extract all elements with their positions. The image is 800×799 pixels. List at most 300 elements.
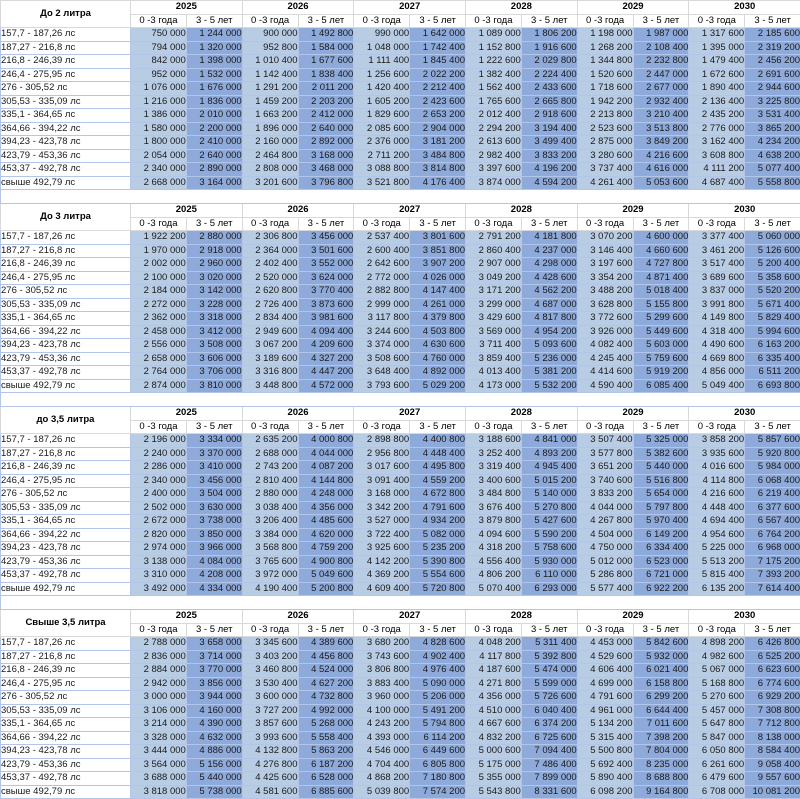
value-cell[interactable]: 3 403 200 bbox=[242, 650, 298, 664]
value-cell[interactable]: 2 011 200 bbox=[298, 82, 354, 96]
value-cell[interactable]: 1 216 000 bbox=[131, 95, 187, 109]
value-cell[interactable]: 3 049 200 bbox=[466, 271, 522, 285]
age-3-5-header[interactable]: 3 - 5 лет bbox=[633, 623, 689, 637]
value-cell[interactable]: 5 758 600 bbox=[521, 542, 577, 556]
value-cell[interactable]: 3 429 600 bbox=[466, 312, 522, 326]
value-cell[interactable]: 2 688 000 bbox=[242, 447, 298, 461]
value-cell[interactable]: 4 237 000 bbox=[521, 244, 577, 258]
value-cell[interactable]: 794 000 bbox=[131, 41, 187, 55]
age-3-5-header[interactable]: 3 - 5 лет bbox=[410, 420, 466, 434]
value-cell[interactable]: 2 340 000 bbox=[131, 474, 187, 488]
value-cell[interactable]: 3 201 600 bbox=[242, 176, 298, 190]
age-0-3-header[interactable]: 0 -3 года bbox=[689, 217, 745, 231]
value-cell[interactable]: 3 857 600 bbox=[242, 718, 298, 732]
value-cell[interactable]: 3 770 000 bbox=[186, 664, 242, 678]
value-cell[interactable]: 4 672 800 bbox=[410, 488, 466, 502]
value-cell[interactable]: 4 961 000 bbox=[577, 704, 633, 718]
value-cell[interactable]: 3 461 200 bbox=[689, 244, 745, 258]
value-cell[interactable]: 4 529 600 bbox=[577, 650, 633, 664]
value-cell[interactable]: 5 599 000 bbox=[521, 677, 577, 691]
value-cell[interactable]: 2 002 000 bbox=[131, 258, 187, 272]
value-cell[interactable]: 3 680 200 bbox=[354, 637, 410, 651]
value-cell[interactable]: 3 225 800 bbox=[745, 95, 800, 109]
value-cell[interactable]: 4 832 200 bbox=[466, 731, 522, 745]
value-cell[interactable]: 6 334 400 bbox=[633, 542, 689, 556]
value-cell[interactable]: 5 863 200 bbox=[298, 745, 354, 759]
value-cell[interactable]: 3 171 200 bbox=[466, 285, 522, 299]
value-cell[interactable]: 1 076 000 bbox=[131, 82, 187, 96]
age-3-5-header[interactable]: 3 - 5 лет bbox=[186, 623, 242, 637]
power-range-label[interactable]: свыше 492,79 лс bbox=[1, 582, 131, 596]
power-range-label[interactable]: 305,53 - 335,09 лс bbox=[1, 298, 131, 312]
value-cell[interactable]: 5 156 000 bbox=[186, 758, 242, 772]
value-cell[interactable]: 2 458 000 bbox=[131, 325, 187, 339]
value-cell[interactable]: 5 500 800 bbox=[577, 745, 633, 759]
value-cell[interactable]: 2 898 800 bbox=[354, 434, 410, 448]
year-header[interactable]: 2026 bbox=[242, 610, 354, 624]
value-cell[interactable]: 6 068 400 bbox=[745, 474, 800, 488]
age-0-3-header[interactable]: 0 -3 года bbox=[131, 420, 187, 434]
value-cell[interactable]: 3 328 000 bbox=[131, 731, 187, 745]
value-cell[interactable]: 1 111 400 bbox=[354, 55, 410, 69]
value-cell[interactable]: 4 759 200 bbox=[298, 542, 354, 556]
year-header[interactable]: 2030 bbox=[689, 204, 800, 218]
value-cell[interactable]: 4 627 200 bbox=[298, 677, 354, 691]
value-cell[interactable]: 1 492 800 bbox=[298, 28, 354, 42]
value-cell[interactable]: 3 319 400 bbox=[466, 461, 522, 475]
value-cell[interactable]: 4 144 800 bbox=[298, 474, 354, 488]
power-range-label[interactable]: свыше 492,79 лс bbox=[1, 379, 131, 393]
power-range-label[interactable]: 187,27 - 216,8 лс bbox=[1, 244, 131, 258]
value-cell[interactable]: 1 663 200 bbox=[242, 109, 298, 123]
value-cell[interactable]: 2 960 000 bbox=[186, 258, 242, 272]
value-cell[interactable]: 3 793 600 bbox=[354, 379, 410, 393]
age-3-5-header[interactable]: 3 - 5 лет bbox=[633, 14, 689, 28]
value-cell[interactable]: 4 094 400 bbox=[298, 325, 354, 339]
value-cell[interactable]: 3 091 400 bbox=[354, 474, 410, 488]
power-range-label[interactable]: 187,27 - 216,8 лс bbox=[1, 41, 131, 55]
value-cell[interactable]: 5 554 600 bbox=[410, 569, 466, 583]
value-cell[interactable]: 4 117 800 bbox=[466, 650, 522, 664]
value-cell[interactable]: 5 457 000 bbox=[689, 704, 745, 718]
value-cell[interactable]: 4 600 000 bbox=[633, 231, 689, 245]
value-cell[interactable]: 3 944 000 bbox=[186, 691, 242, 705]
value-cell[interactable]: 4 841 000 bbox=[521, 434, 577, 448]
value-cell[interactable]: 5 857 600 bbox=[745, 434, 800, 448]
value-cell[interactable]: 2 743 200 bbox=[242, 461, 298, 475]
value-cell[interactable]: 8 138 000 bbox=[745, 731, 800, 745]
power-range-label[interactable]: 335,1 - 364,65 лс bbox=[1, 718, 131, 732]
year-header[interactable]: 2030 bbox=[689, 610, 800, 624]
value-cell[interactable]: 3 972 000 bbox=[242, 569, 298, 583]
age-3-5-header[interactable]: 3 - 5 лет bbox=[521, 420, 577, 434]
value-cell[interactable]: 4 727 800 bbox=[633, 258, 689, 272]
value-cell[interactable]: 5 815 400 bbox=[689, 569, 745, 583]
power-range-label[interactable]: 276 - 305,52 лс bbox=[1, 488, 131, 502]
value-cell[interactable]: 5 155 800 bbox=[633, 298, 689, 312]
power-range-label[interactable]: 216,8 - 246,39 лс bbox=[1, 461, 131, 475]
value-cell[interactable]: 3 252 400 bbox=[466, 447, 522, 461]
value-cell[interactable]: 4 048 200 bbox=[466, 637, 522, 651]
value-cell[interactable]: 2 402 400 bbox=[242, 258, 298, 272]
value-cell[interactable]: 2 875 000 bbox=[577, 136, 633, 150]
power-range-label[interactable]: 276 - 305,52 лс bbox=[1, 691, 131, 705]
value-cell[interactable]: 5 270 600 bbox=[689, 691, 745, 705]
value-cell[interactable]: 3 488 200 bbox=[577, 285, 633, 299]
value-cell[interactable]: 5 168 800 bbox=[689, 677, 745, 691]
value-cell[interactable]: 2 412 000 bbox=[298, 109, 354, 123]
value-cell[interactable]: 2 726 400 bbox=[242, 298, 298, 312]
value-cell[interactable]: 4 147 400 bbox=[410, 285, 466, 299]
year-header[interactable]: 2027 bbox=[354, 204, 466, 218]
block-title[interactable]: До 2 литра bbox=[1, 1, 131, 28]
value-cell[interactable]: 2 788 000 bbox=[131, 637, 187, 651]
power-range-label[interactable]: 157,7 - 187,26 лс bbox=[1, 637, 131, 651]
value-cell[interactable]: 2 272 000 bbox=[131, 298, 187, 312]
value-cell[interactable]: 5 082 000 bbox=[410, 528, 466, 542]
value-cell[interactable]: 4 379 800 bbox=[410, 312, 466, 326]
value-cell[interactable]: 4 871 400 bbox=[633, 271, 689, 285]
value-cell[interactable]: 5 060 000 bbox=[745, 231, 800, 245]
value-cell[interactable]: 3 993 600 bbox=[242, 731, 298, 745]
value-cell[interactable]: 5 390 800 bbox=[410, 555, 466, 569]
value-cell[interactable]: 5 355 000 bbox=[466, 772, 522, 786]
value-cell[interactable]: 5 692 400 bbox=[577, 758, 633, 772]
value-cell[interactable]: 3 521 800 bbox=[354, 176, 410, 190]
value-cell[interactable]: 5 070 400 bbox=[466, 582, 522, 596]
power-range-label[interactable]: 394,23 - 423,78 лс bbox=[1, 745, 131, 759]
value-cell[interactable]: 1 010 400 bbox=[242, 55, 298, 69]
value-cell[interactable]: 3 772 600 bbox=[577, 312, 633, 326]
value-cell[interactable]: 2 464 800 bbox=[242, 149, 298, 163]
value-cell[interactable]: 4 556 400 bbox=[466, 555, 522, 569]
value-cell[interactable]: 1 459 200 bbox=[242, 95, 298, 109]
value-cell[interactable]: 8 584 400 bbox=[745, 745, 800, 759]
value-cell[interactable]: 3 342 200 bbox=[354, 501, 410, 515]
value-cell[interactable]: 1 836 000 bbox=[186, 95, 242, 109]
value-cell[interactable]: 4 590 400 bbox=[577, 379, 633, 393]
value-cell[interactable]: 4 100 000 bbox=[354, 704, 410, 718]
age-3-5-header[interactable]: 3 - 5 лет bbox=[745, 623, 800, 637]
value-cell[interactable]: 6 567 400 bbox=[745, 515, 800, 529]
value-cell[interactable]: 3 504 000 bbox=[186, 488, 242, 502]
age-0-3-header[interactable]: 0 -3 года bbox=[466, 14, 522, 28]
value-cell[interactable]: 2 196 000 bbox=[131, 434, 187, 448]
value-cell[interactable]: 5 140 000 bbox=[521, 488, 577, 502]
value-cell[interactable]: 5 206 000 bbox=[410, 691, 466, 705]
value-cell[interactable]: 6 085 400 bbox=[633, 379, 689, 393]
value-cell[interactable]: 2 836 000 bbox=[131, 650, 187, 664]
value-cell[interactable]: 6 261 600 bbox=[689, 758, 745, 772]
value-cell[interactable]: 4 503 800 bbox=[410, 325, 466, 339]
value-cell[interactable]: 1 584 000 bbox=[298, 41, 354, 55]
value-cell[interactable]: 750 000 bbox=[131, 28, 187, 42]
value-cell[interactable]: 3 106 000 bbox=[131, 704, 187, 718]
value-cell[interactable]: 4 276 800 bbox=[242, 758, 298, 772]
value-cell[interactable]: 3 796 800 bbox=[298, 176, 354, 190]
value-cell[interactable]: 6 644 400 bbox=[633, 704, 689, 718]
value-cell[interactable]: 5 392 800 bbox=[521, 650, 577, 664]
value-cell[interactable]: 6 040 400 bbox=[521, 704, 577, 718]
value-cell[interactable]: 2 764 000 bbox=[131, 366, 187, 380]
value-cell[interactable]: 4 318 400 bbox=[689, 325, 745, 339]
value-cell[interactable]: 4 524 000 bbox=[298, 664, 354, 678]
value-cell[interactable]: 5 000 600 bbox=[466, 745, 522, 759]
value-cell[interactable]: 2 010 000 bbox=[186, 109, 242, 123]
value-cell[interactable]: 1 198 000 bbox=[577, 28, 633, 42]
value-cell[interactable]: 7 712 800 bbox=[745, 718, 800, 732]
value-cell[interactable]: 1 152 800 bbox=[466, 41, 522, 55]
value-cell[interactable]: 4 084 000 bbox=[186, 555, 242, 569]
value-cell[interactable]: 9 058 400 bbox=[745, 758, 800, 772]
value-cell[interactable]: 3 879 800 bbox=[466, 515, 522, 529]
value-cell[interactable]: 2 364 000 bbox=[242, 244, 298, 258]
value-cell[interactable]: 3 345 600 bbox=[242, 637, 298, 651]
value-cell[interactable]: 6 479 600 bbox=[689, 772, 745, 786]
value-cell[interactable]: 1 845 400 bbox=[410, 55, 466, 69]
value-cell[interactable]: 3 849 200 bbox=[633, 136, 689, 150]
value-cell[interactable]: 2 918 600 bbox=[521, 109, 577, 123]
value-cell[interactable]: 3 412 000 bbox=[186, 325, 242, 339]
value-cell[interactable]: 2 635 200 bbox=[242, 434, 298, 448]
value-cell[interactable]: 2 949 600 bbox=[242, 325, 298, 339]
value-cell[interactable]: 3 770 400 bbox=[298, 285, 354, 299]
value-cell[interactable]: 4 976 400 bbox=[410, 664, 466, 678]
value-cell[interactable]: 5 049 400 bbox=[689, 379, 745, 393]
value-cell[interactable]: 4 447 200 bbox=[298, 366, 354, 380]
value-cell[interactable]: 3 456 000 bbox=[186, 474, 242, 488]
value-cell[interactable]: 3 651 200 bbox=[577, 461, 633, 475]
value-cell[interactable]: 4 632 000 bbox=[186, 731, 242, 745]
value-cell[interactable]: 4 856 000 bbox=[689, 366, 745, 380]
value-cell[interactable]: 4 485 600 bbox=[298, 515, 354, 529]
value-cell[interactable]: 5 794 800 bbox=[410, 718, 466, 732]
value-cell[interactable]: 5 311 400 bbox=[521, 637, 577, 651]
value-cell[interactable]: 4 400 800 bbox=[410, 434, 466, 448]
value-cell[interactable]: 2 523 600 bbox=[577, 122, 633, 136]
value-cell[interactable]: 3 850 000 bbox=[186, 528, 242, 542]
value-cell[interactable]: 2 956 800 bbox=[354, 447, 410, 461]
power-range-label[interactable]: 453,37 - 492,78 лс bbox=[1, 772, 131, 786]
value-cell[interactable]: 4 000 800 bbox=[298, 434, 354, 448]
value-cell[interactable]: 3 244 600 bbox=[354, 325, 410, 339]
value-cell[interactable]: 4 638 200 bbox=[745, 149, 800, 163]
value-cell[interactable]: 7 486 400 bbox=[521, 758, 577, 772]
value-cell[interactable]: 4 572 000 bbox=[298, 379, 354, 393]
value-cell[interactable]: 1 479 400 bbox=[689, 55, 745, 69]
value-cell[interactable]: 3 377 400 bbox=[689, 231, 745, 245]
value-cell[interactable]: 3 865 200 bbox=[745, 122, 800, 136]
value-cell[interactable]: 6 114 200 bbox=[410, 731, 466, 745]
power-range-label[interactable]: 187,27 - 216,8 лс bbox=[1, 447, 131, 461]
value-cell[interactable]: 3 168 000 bbox=[354, 488, 410, 502]
value-cell[interactable]: 5 647 800 bbox=[689, 718, 745, 732]
value-cell[interactable]: 3 168 000 bbox=[298, 149, 354, 163]
value-cell[interactable]: 6 929 200 bbox=[745, 691, 800, 705]
value-cell[interactable]: 2 658 000 bbox=[131, 352, 187, 366]
value-cell[interactable]: 842 000 bbox=[131, 55, 187, 69]
value-cell[interactable]: 3 738 000 bbox=[186, 515, 242, 529]
value-cell[interactable]: 9 164 800 bbox=[633, 785, 689, 799]
value-cell[interactable]: 3 814 800 bbox=[410, 163, 466, 177]
value-cell[interactable]: 4 190 400 bbox=[242, 582, 298, 596]
value-cell[interactable]: 5 358 600 bbox=[745, 271, 800, 285]
value-cell[interactable]: 3 188 600 bbox=[466, 434, 522, 448]
value-cell[interactable]: 2 340 000 bbox=[131, 163, 187, 177]
value-cell[interactable]: 4 356 000 bbox=[298, 501, 354, 515]
value-cell[interactable]: 1 642 000 bbox=[410, 28, 466, 42]
age-0-3-header[interactable]: 0 -3 года bbox=[242, 14, 298, 28]
value-cell[interactable]: 2 880 000 bbox=[186, 231, 242, 245]
value-cell[interactable]: 6 293 000 bbox=[521, 582, 577, 596]
value-cell[interactable]: 1 838 400 bbox=[298, 68, 354, 82]
value-cell[interactable]: 1 942 200 bbox=[577, 95, 633, 109]
power-range-label[interactable]: 276 - 305,52 лс bbox=[1, 82, 131, 96]
value-cell[interactable]: 6 299 200 bbox=[633, 691, 689, 705]
value-cell[interactable]: 4 448 400 bbox=[689, 501, 745, 515]
value-cell[interactable]: 2 160 000 bbox=[242, 136, 298, 150]
value-cell[interactable]: 4 982 600 bbox=[689, 650, 745, 664]
age-0-3-header[interactable]: 0 -3 года bbox=[131, 14, 187, 28]
value-cell[interactable]: 952 000 bbox=[131, 68, 187, 82]
value-cell[interactable]: 4 267 800 bbox=[577, 515, 633, 529]
value-cell[interactable]: 2 808 000 bbox=[242, 163, 298, 177]
value-cell[interactable]: 4 817 800 bbox=[521, 312, 577, 326]
value-cell[interactable]: 4 892 000 bbox=[410, 366, 466, 380]
age-0-3-header[interactable]: 0 -3 года bbox=[577, 217, 633, 231]
value-cell[interactable]: 3 527 000 bbox=[354, 515, 410, 529]
value-cell[interactable]: 9 557 600 bbox=[745, 772, 800, 786]
year-header[interactable]: 2029 bbox=[577, 1, 689, 15]
value-cell[interactable]: 4 898 200 bbox=[689, 637, 745, 651]
value-cell[interactable]: 2 932 400 bbox=[633, 95, 689, 109]
value-cell[interactable]: 2 306 800 bbox=[242, 231, 298, 245]
value-cell[interactable]: 2 022 200 bbox=[410, 68, 466, 82]
value-cell[interactable]: 4 026 000 bbox=[410, 271, 466, 285]
value-cell[interactable]: 2 882 800 bbox=[354, 285, 410, 299]
value-cell[interactable]: 4 954 600 bbox=[689, 528, 745, 542]
value-cell[interactable]: 5 029 200 bbox=[410, 379, 466, 393]
value-cell[interactable]: 6 623 600 bbox=[745, 664, 800, 678]
age-0-3-header[interactable]: 0 -3 года bbox=[131, 217, 187, 231]
value-cell[interactable]: 1 677 600 bbox=[298, 55, 354, 69]
value-cell[interactable]: 2 213 800 bbox=[577, 109, 633, 123]
value-cell[interactable]: 2 772 000 bbox=[354, 271, 410, 285]
value-cell[interactable]: 3 706 000 bbox=[186, 366, 242, 380]
value-cell[interactable]: 6 374 200 bbox=[521, 718, 577, 732]
value-cell[interactable]: 6 922 200 bbox=[633, 582, 689, 596]
value-cell[interactable]: 5 382 600 bbox=[633, 447, 689, 461]
value-cell[interactable]: 2 820 000 bbox=[131, 528, 187, 542]
value-cell[interactable]: 4 356 000 bbox=[466, 691, 522, 705]
value-cell[interactable]: 7 094 400 bbox=[521, 745, 577, 759]
value-cell[interactable]: 4 425 600 bbox=[242, 772, 298, 786]
year-header[interactable]: 2025 bbox=[131, 204, 243, 218]
value-cell[interactable]: 3 743 600 bbox=[354, 650, 410, 664]
value-cell[interactable]: 3 624 000 bbox=[298, 271, 354, 285]
value-cell[interactable]: 5 930 000 bbox=[521, 555, 577, 569]
value-cell[interactable]: 2 668 000 bbox=[131, 176, 187, 190]
power-range-label[interactable]: свыше 492,79 лс bbox=[1, 176, 131, 190]
power-range-label[interactable]: 157,7 - 187,26 лс bbox=[1, 434, 131, 448]
value-cell[interactable]: 2 502 000 bbox=[131, 501, 187, 515]
value-cell[interactable]: 7 308 800 bbox=[745, 704, 800, 718]
value-cell[interactable]: 4 209 600 bbox=[298, 339, 354, 353]
value-cell[interactable]: 3 508 000 bbox=[186, 339, 242, 353]
value-cell[interactable]: 4 900 800 bbox=[298, 555, 354, 569]
value-cell[interactable]: 7 180 800 bbox=[410, 772, 466, 786]
value-cell[interactable]: 5 474 000 bbox=[521, 664, 577, 678]
value-cell[interactable]: 4 448 400 bbox=[410, 447, 466, 461]
value-cell[interactable]: 3 608 800 bbox=[689, 149, 745, 163]
value-cell[interactable]: 3 070 200 bbox=[577, 231, 633, 245]
value-cell[interactable]: 3 484 800 bbox=[410, 149, 466, 163]
value-cell[interactable]: 1 398 000 bbox=[186, 55, 242, 69]
value-cell[interactable]: 4 334 000 bbox=[186, 582, 242, 596]
value-cell[interactable]: 3 883 400 bbox=[354, 677, 410, 691]
value-cell[interactable]: 4 181 800 bbox=[521, 231, 577, 245]
age-3-5-header[interactable]: 3 - 5 лет bbox=[410, 623, 466, 637]
value-cell[interactable]: 2 108 400 bbox=[633, 41, 689, 55]
value-cell[interactable]: 2 184 000 bbox=[131, 285, 187, 299]
power-range-label[interactable]: 335,1 - 364,65 лс bbox=[1, 515, 131, 529]
value-cell[interactable]: 4 261 000 bbox=[410, 298, 466, 312]
value-cell[interactable]: 7 393 200 bbox=[745, 569, 800, 583]
value-cell[interactable]: 3 833 200 bbox=[521, 149, 577, 163]
block-title[interactable]: До 3 литра bbox=[1, 204, 131, 231]
value-cell[interactable]: 6 693 800 bbox=[745, 379, 800, 393]
value-cell[interactable]: 2 860 400 bbox=[466, 244, 522, 258]
block-title[interactable]: до 3,5 литра bbox=[1, 407, 131, 434]
value-cell[interactable]: 3 765 600 bbox=[242, 555, 298, 569]
value-cell[interactable]: 2 942 000 bbox=[131, 677, 187, 691]
value-cell[interactable]: 4 694 400 bbox=[689, 515, 745, 529]
value-cell[interactable]: 4 791 600 bbox=[410, 501, 466, 515]
value-cell[interactable]: 2 085 600 bbox=[354, 122, 410, 136]
value-cell[interactable]: 2 810 400 bbox=[242, 474, 298, 488]
value-cell[interactable]: 4 414 600 bbox=[577, 366, 633, 380]
value-cell[interactable]: 3 851 800 bbox=[410, 244, 466, 258]
value-cell[interactable]: 4 261 400 bbox=[577, 176, 633, 190]
power-range-label[interactable]: 423,79 - 453,36 лс bbox=[1, 555, 131, 569]
power-range-label[interactable]: 423,79 - 453,36 лс bbox=[1, 149, 131, 163]
value-cell[interactable]: 4 173 000 bbox=[466, 379, 522, 393]
value-cell[interactable]: 3 508 600 bbox=[354, 352, 410, 366]
value-cell[interactable]: 2 791 200 bbox=[466, 231, 522, 245]
value-cell[interactable]: 4 616 000 bbox=[633, 163, 689, 177]
value-cell[interactable]: 4 216 600 bbox=[689, 488, 745, 502]
age-3-5-header[interactable]: 3 - 5 лет bbox=[186, 217, 242, 231]
value-cell[interactable]: 2 880 000 bbox=[242, 488, 298, 502]
value-cell[interactable]: 1 916 600 bbox=[521, 41, 577, 55]
value-cell[interactable]: 4 234 200 bbox=[745, 136, 800, 150]
value-cell[interactable]: 2 834 400 bbox=[242, 312, 298, 326]
value-cell[interactable]: 1 896 000 bbox=[242, 122, 298, 136]
value-cell[interactable]: 3 552 000 bbox=[298, 258, 354, 272]
power-range-label[interactable]: 216,8 - 246,39 лс bbox=[1, 55, 131, 69]
value-cell[interactable]: 2 600 400 bbox=[354, 244, 410, 258]
power-range-label[interactable]: 157,7 - 187,26 лс bbox=[1, 231, 131, 245]
value-cell[interactable]: 2 904 000 bbox=[410, 122, 466, 136]
age-3-5-header[interactable]: 3 - 5 лет bbox=[186, 14, 242, 28]
power-range-label[interactable]: 246,4 - 275,95 лс bbox=[1, 68, 131, 82]
value-cell[interactable]: 5 532 200 bbox=[521, 379, 577, 393]
age-0-3-header[interactable]: 0 -3 года bbox=[354, 14, 410, 28]
value-cell[interactable]: 2 410 000 bbox=[186, 136, 242, 150]
block-title[interactable]: Свыше 3,5 литра bbox=[1, 610, 131, 637]
value-cell[interactable]: 4 945 400 bbox=[521, 461, 577, 475]
value-cell[interactable]: 3 334 000 bbox=[186, 434, 242, 448]
